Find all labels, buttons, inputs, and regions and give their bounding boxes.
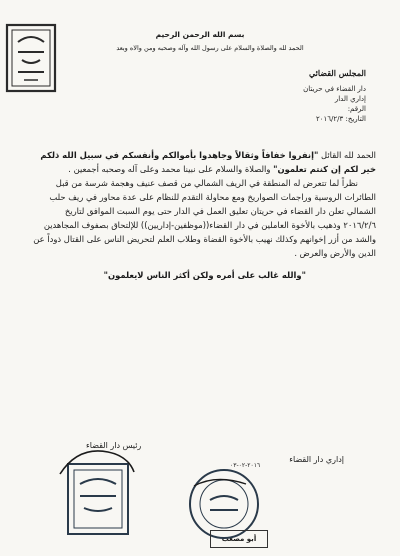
date-value: ٢٠١٦/٢/٣ bbox=[315, 115, 344, 123]
opening-praise: الحمد لله والصلاة والسلام على رسول الله وآله وصحبه ومن والاه وبعد bbox=[116, 44, 304, 52]
letter-body bbox=[30, 148, 376, 282]
date-label: التاريخ: bbox=[345, 115, 366, 123]
date-line bbox=[246, 114, 366, 124]
quote-lead: الحمد لله القائل bbox=[320, 150, 376, 160]
after-quote: والصلاة والسلام على نبينا محمد وعلى آله وصحبه أجمعين . bbox=[68, 164, 271, 174]
opening-line bbox=[30, 148, 376, 176]
issuer-name: دار القضاء في حريتان bbox=[303, 85, 366, 93]
dar-alqadaa-logo bbox=[4, 22, 58, 94]
head-stamp bbox=[58, 444, 138, 542]
closing-quote: "والله غالب على أمره ولكن أكثر الناس لايعلمون" bbox=[103, 270, 306, 280]
department-name: إداري الدار bbox=[334, 95, 366, 103]
admin-signature-title: إداري دار القضاء bbox=[289, 455, 344, 464]
signature-date: ٢٠١٦-٠٢-٠٣ bbox=[230, 462, 261, 469]
announcement-paragraph: نظراً لما تتعرض له المنطقة في الريف الشمالي من قصف عنيف وهجمة شرسة من قبل الطائرات الروسية وراجمات الصواريخ ومع محاولة التقدم للنظام على عدة محاور في ريف حلب الشمالي تعلن دار القضاء في حريتان تعليق العمل في الدار حتى يوم السبت الموافق لتاريخ ٢٠١٦/٢/٦ وذهيب بالأخوة العاملين في دار القضاء((موظفين-إداريين)) للإلتحاق بصفوف المجاهدين والشد من أزر إخوانهم وكذلك نهيب بالأخوة القضاة وطلاب العلم لتحريض الناس على القتال ذوداً عن الدين والأرض والعرض . bbox=[33, 178, 376, 258]
name-stamp: أبو مصعب bbox=[210, 530, 268, 548]
issuer-block bbox=[246, 68, 366, 124]
basmala: بسم الله الرحمن الرحيم bbox=[155, 30, 245, 39]
head-signature-title: رئيس دار القضاء bbox=[86, 441, 142, 450]
council-name: المجلس القضائي bbox=[308, 68, 366, 78]
quran-quote: "إنفروا خفافاً وثقالاً وجاهدوا بأموالكم وأنفسكم في سبيل الله ذلكم خير لكم إن كنتم تعلمون" bbox=[40, 150, 376, 174]
reference-number-label: الرقم: bbox=[347, 105, 366, 113]
